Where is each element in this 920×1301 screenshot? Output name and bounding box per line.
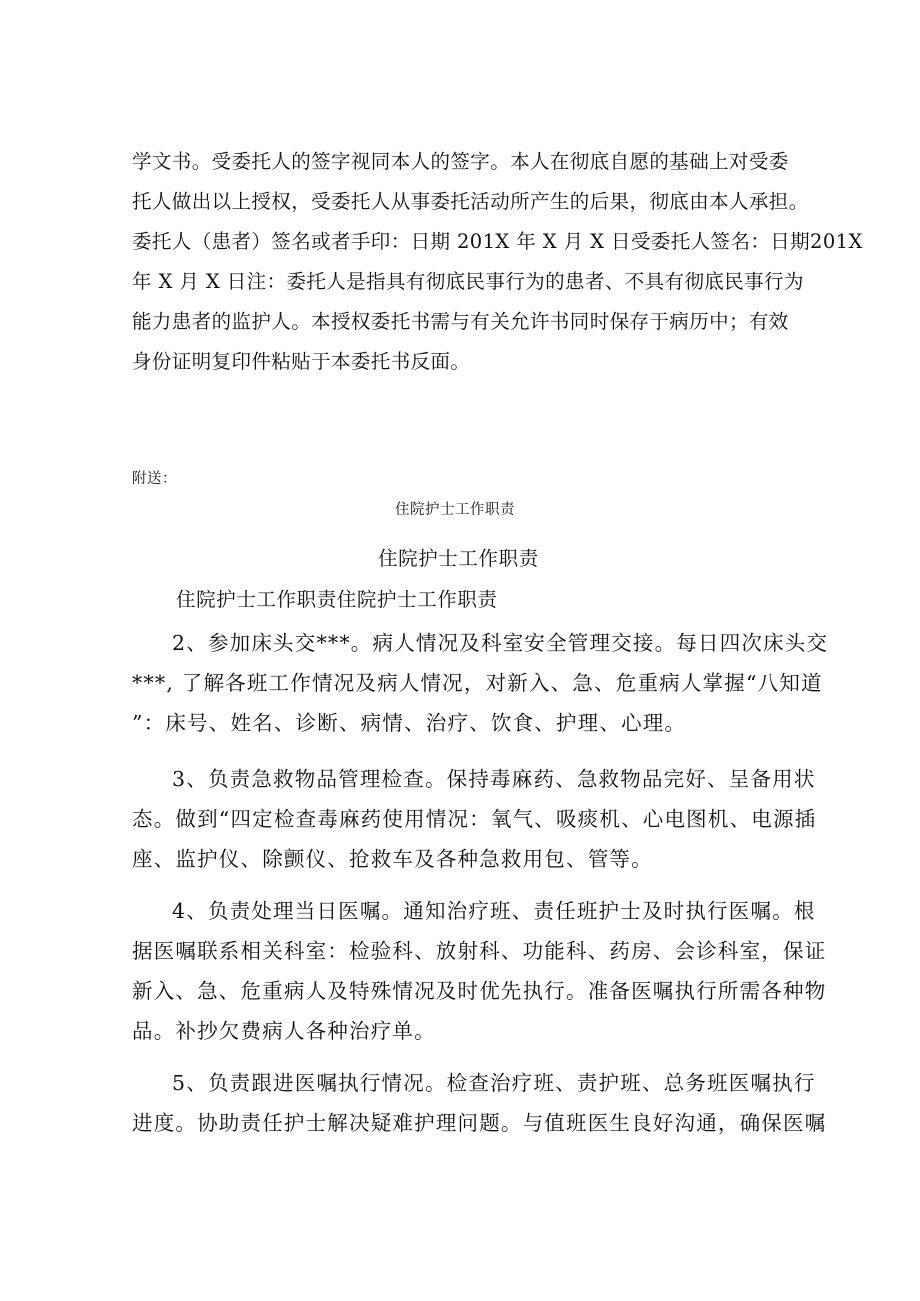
intro-line: 年 X 月 X 日注：委托人是指具有彻底民事行为的患者、不具有彻底民事行为 <box>132 270 804 293</box>
intro-line: 托人做出以上授权，受委托人从事委托活动所产生的后果，彻底由本人承担。 <box>132 190 809 213</box>
intro-line: 身份证明复印件粘贴于本委托书反面。 <box>132 350 471 373</box>
paragraph-line: 2、参加床头交***。病人情况及科室安全管理交接。每日四次床头交 <box>172 631 829 655</box>
paragraph-line: 新入、急、危重病人及特殊情况及时优先执行。准备医嘱执行所需各种物 <box>132 979 827 1003</box>
paragraph-line: 4、负责处理当日医嘱。通知治疗班、责任班护士及时执行医嘱。根 <box>172 899 816 923</box>
paragraph-line: ***, 了解各班工作情况及病人情况，对新入、急、危重病人掌握“八知道 <box>132 671 823 695</box>
paragraph-line: 座、监护仪、除颤仪、抢救车及各种急救用包、管等。 <box>132 847 653 871</box>
intro-line: 学文书。受委托人的签字视同本人的签字。本人在彻底自愿的基础上对受委 <box>132 150 789 173</box>
attachment-label: 附送： <box>132 471 177 487</box>
paragraph-line: ”：床号、姓名、诊断、病情、治疗、饮食、护理、心理。 <box>132 711 687 735</box>
paragraph-line: 据医嘱联系相关科室：检验科、放射科、功能科、药房、会诊科室，保证 <box>132 939 827 963</box>
page-title: 住院护士工作职责 <box>378 547 539 570</box>
paragraph-line: 5、负责跟进医嘱执行情况。检查治疗班、责护班、总务班医嘱执行 <box>172 1071 816 1095</box>
paragraph-line: 品。补抄欠费病人各种治疗单。 <box>132 1019 436 1043</box>
intro-line: 委托人（患者）签名或者手印：日期 201X 年 X 月 X 日受委托人签名：日期201X <box>132 230 863 253</box>
intro-line: 能力患者的监护人。本授权委托书需与有关允许书同时保存于病历中；有效 <box>132 310 789 333</box>
small-heading: 住院护士工作职责 <box>395 502 515 518</box>
paragraph-line: 进度。协助责任护士解决疑难护理问题。与值班医生良好沟通，确保医嘱 <box>132 1111 827 1135</box>
page-subtitle: 住院护士工作职责住院护士工作职责 <box>176 588 498 611</box>
paragraph-line: 态。做到“四定检查毒麻药使用情况：氧气、吸痰机、心电图机、电源插 <box>132 807 817 831</box>
paragraph-line: 3、负责急救物品管理检查。保持毒麻药、急救物品完好、呈备用状 <box>172 767 816 791</box>
